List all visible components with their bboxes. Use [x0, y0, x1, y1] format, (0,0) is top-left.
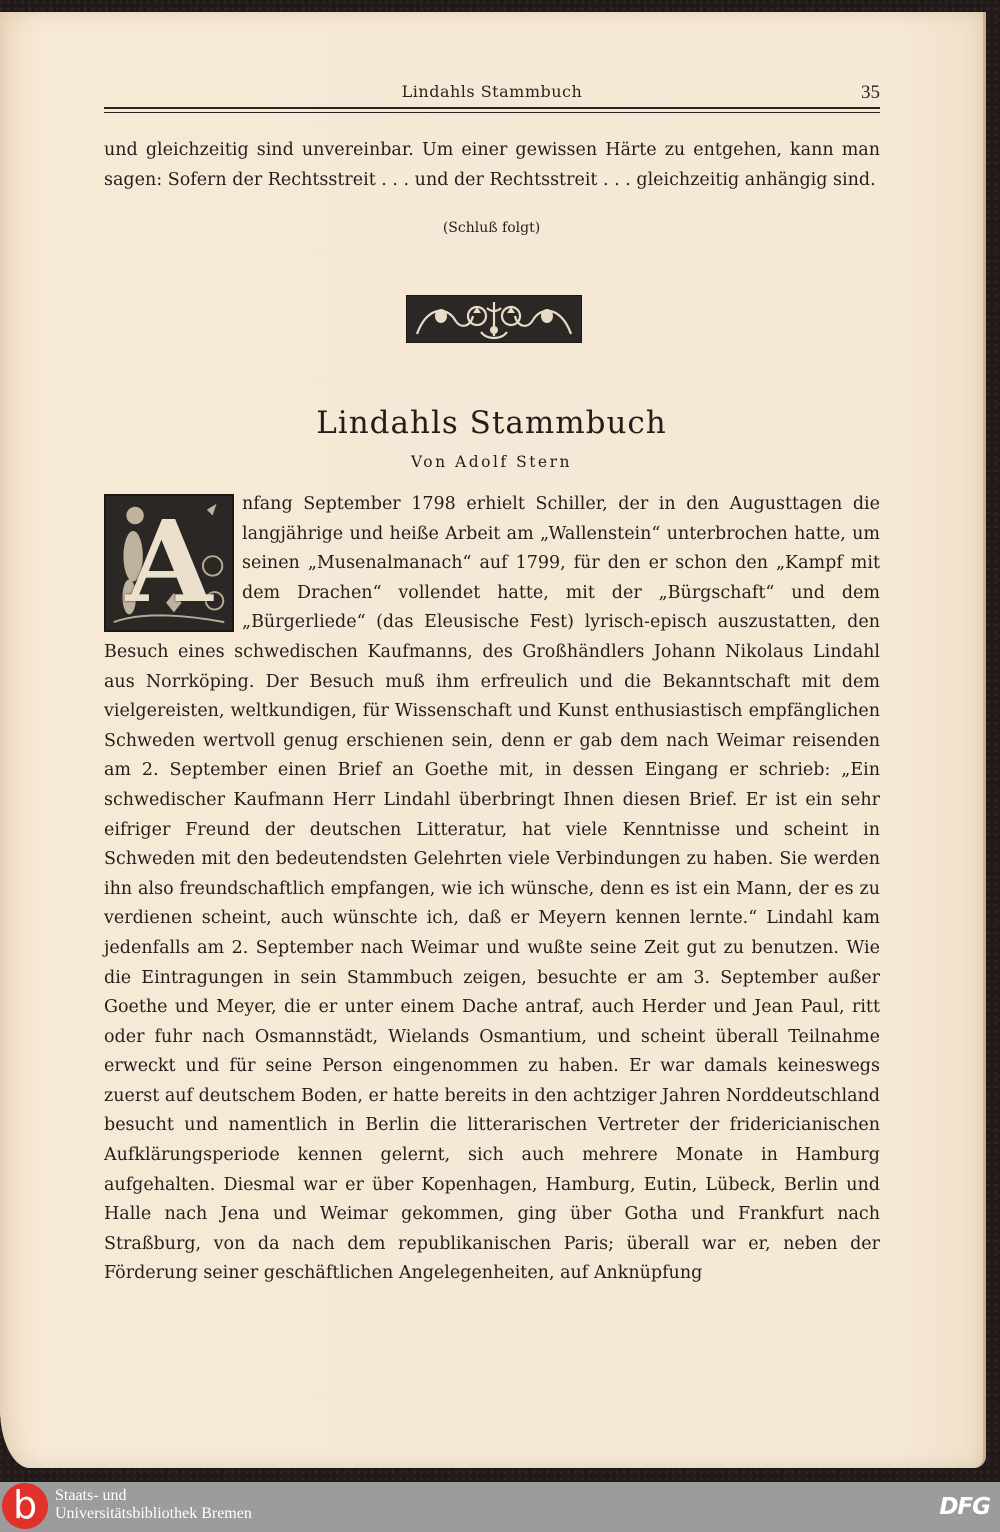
- running-head: [104, 82, 880, 106]
- dropcap-letter: A: [125, 497, 213, 628]
- conclusion-note: (Schluß folgt): [442, 220, 541, 236]
- dfg-logo-icon[interactable]: DFG: [939, 1494, 990, 1520]
- continuation-paragraph: und gleichzeitig sind unvereinbar. Um einer gewissen Härte zu entgehen, kann man sagen: Sofern der Rechtsstreit . . . und der Rechtsstreit . . . gleichzeitig anhängig sind.: [104, 140, 880, 190]
- book-page: [0, 12, 986, 1468]
- running-title: Lindahls Stammbuch: [401, 82, 583, 101]
- foliage-ornament-icon: [407, 296, 581, 342]
- library-logo-icon[interactable]: b: [2, 1483, 48, 1529]
- previous-article-ending: [104, 136, 880, 195]
- library-name[interactable]: [55, 1487, 252, 1523]
- library-name-line1: Staats- und: [55, 1487, 127, 1504]
- library-name-line2: Universitätsbibliothek Bremen: [55, 1505, 252, 1522]
- page-number: 35: [861, 82, 880, 103]
- article-byline: Von Adolf Stern: [411, 453, 572, 471]
- article-title: Lindahls Stammbuch: [316, 405, 667, 441]
- article-paragraph: nfang September 1798 erhielt Schiller, der in den Augusttagen die langjährige und heiße Arbeit am „Wallenstein“ unterbrochen hatte, um seinen „Musenalmanach“ auf 1799, für den er schon den „Kampf mit dem Drachen“ vollendet hatte, mit der „Bürgschaft“ und dem „Bürgerliede“ (das Eleusische Fest) lyrisch-episch auszustatten, den Besuch eines schwedischen Kaufmanns, des Großhändlers Johann Nikolaus Lindahl aus Norrköping. Der Besuch muß ihm erfreulich und die Bekanntschaft mit dem vielgereisten, weltkundigen, für Wissenschaft und Kunst enthusiastisch empfänglichen Schweden wertvoll genug erschienen sein, denn er gab dem nach Weimar reisenden am 2. September einen Brief an Goethe mit, in dessen Eingang er schrieb: „Ein schwedischer Kaufmann Herr Lindahl überbringt Ihnen diesen Brief. Er ist ein sehr eifriger Freund der deutschen Litteratur, hat viele Kenntnisse und scheint in Schweden mit den bedeutendsten Gelehrten viele Verbindungen zu haben. Sie werden ihn also freundschaftlich empfangen, wie ich wünsche, denn es ist ein Mann, der es zu verdienen scheint, auch wünschte ich, daß er Meyern kennen lernte.“ Lindahl kam jedenfalls am 2. September nach Weimar und wußte seine Zeit gut zu benutzen. Wie die Eintragungen in sein Stammbuch zeigen, besuchte er am 3. September außer Goethe und Meyer, die er unter einem Dache antraf, auch Herder und Jean Paul, ritt oder fuhr nach Osmannstädt, Wielands Osmantium, und scheint überall Teilnahme erweckt und für seine Person eingenommen zu haben. Er war damals keineswegs zuerst auf deutschem Boden, er hatte bereits in den achtziger Jahren Norddeutschland besucht und namentlich in Berlin die litterarischen Vertreter der fridericianischen Aufklärungsperiode kennen gelernt, sich auch mehrere Monate in Hamburg aufgehalten. Diesmal war er über Kopenhagen, Hamburg, Eutin, Lübeck, Berlin und Halle nach Jena und Weimar gekommen, ging über Gotha und Frankfurt nach Straßburg, von da nach dem republikanischen Paris; überall war er, neben der Förderung seiner geschäftlichen Angelegenheiten, auf Anknüpfung: [104, 494, 880, 1284]
- header-double-rule: [104, 107, 880, 113]
- ornamental-vignette: [406, 295, 582, 343]
- article-body: [104, 490, 880, 1289]
- illuminated-initial: [104, 494, 234, 632]
